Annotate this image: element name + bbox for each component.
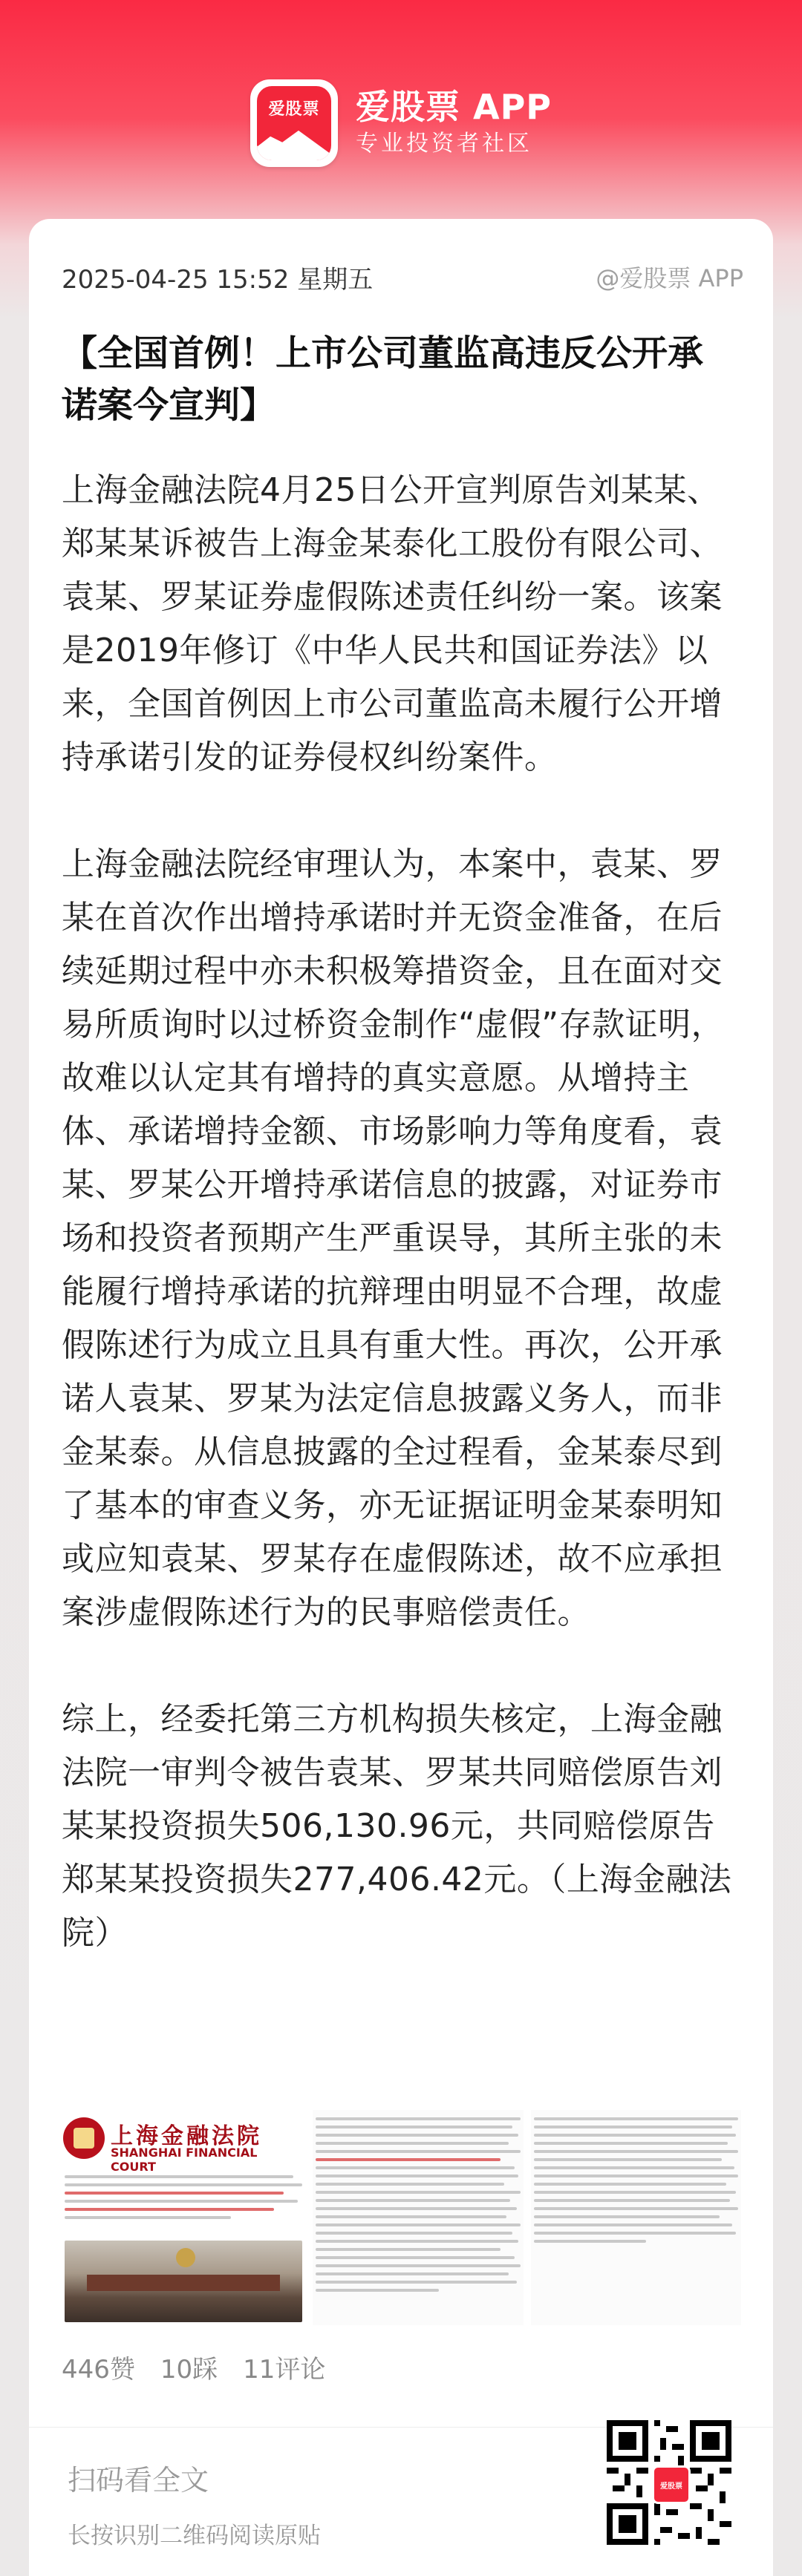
court-header bbox=[62, 2116, 305, 2174]
post-source[interactable]: @爱股票 APP bbox=[596, 264, 743, 292]
post-image-2[interactable] bbox=[313, 2110, 524, 2325]
scan-title: 扫码看全文 bbox=[68, 2464, 209, 2497]
app-subtitle: 专业投资者社区 bbox=[355, 131, 532, 157]
post-images bbox=[62, 2110, 741, 2325]
app-title: 爱股票 APP bbox=[355, 87, 552, 127]
dislike-count[interactable]: 10踩 bbox=[160, 2355, 218, 2385]
app-logo bbox=[250, 79, 338, 167]
post-title: 【全国首例！上市公司董监高违反公开承诺案今宣判】 bbox=[62, 332, 704, 426]
post-body bbox=[62, 464, 741, 2013]
like-count[interactable]: 446赞 bbox=[62, 2355, 135, 2385]
court-name-en: SHANGHAI FINANCIAL COURT bbox=[111, 2146, 258, 2174]
paragraph: 综上，经委托第三方机构损失核定，上海金融法院一审判令被告袁某、罗某共同赔偿原告刘某某投资损失506,130.96元，共同赔偿原告郑某某投资损失277,406.42元。（上海金融法院） bbox=[62, 1700, 732, 1952]
paragraph: 上海金融法院4月25日公开宣判原告刘某某、郑某某诉被告上海金某泰化工股份有限公司、袁某、罗某证券虚假陈述责任纠纷一案。该案是2019年修订《中华人民共和国证券法》以来，全国首例因上市公司董监高未履行公开增持承诺引发的证券侵权纠纷案件。 bbox=[62, 471, 723, 776]
qr-code[interactable] bbox=[607, 2420, 731, 2545]
post-datetime: 2025-04-25 15:52 星期五 bbox=[62, 264, 374, 295]
chart-line-icon bbox=[257, 116, 331, 160]
logo-text: 爱股票 bbox=[268, 100, 320, 119]
scan-subtitle: 长按识别二维码阅读原贴 bbox=[68, 2523, 321, 2549]
post-meta bbox=[62, 260, 743, 293]
post-image-3[interactable] bbox=[531, 2110, 741, 2325]
courtroom-photo bbox=[65, 2241, 302, 2322]
post-card bbox=[29, 219, 773, 2576]
post-stats bbox=[62, 2349, 325, 2385]
comment-count[interactable]: 11评论 bbox=[243, 2355, 326, 2385]
paragraph: 上海金融法院经审理认为，本案中，袁某、罗某在首次作出增持承诺时并无资金准备，在后续延期过程中亦未积极筹措资金，且在面对交易所质询时以过桥资金制作“虚假”存款证明，故难以认定其有增持的真实意愿。从增持主体、承诺增持金额、市场影响力等角度看，袁某、罗某公开增持承诺信息的披露，对证券市场和投资者预期产生严重误导，其所主张的未能履行增持承诺的抗辩理由明显不合理，故虚假陈述行为成立且具有重大性。再次，公开承诺人袁某、罗某为法定信息披露义务人，而非金某泰。从信息披露的全过程看，金某泰尽到了基本的审查义务，亦无证据证明金某泰明知或应知袁某、罗某存在虚假陈述，故不应承担案涉虚假陈述行为的民事赔偿责任。 bbox=[62, 845, 725, 1631]
brand-header bbox=[0, 77, 802, 169]
court-name-cn: 上海金融法院 bbox=[111, 2123, 262, 2149]
court-emblem-icon bbox=[63, 2117, 105, 2159]
qr-logo: 爱股票 bbox=[652, 2465, 691, 2504]
post-image-1[interactable] bbox=[62, 2110, 305, 2325]
